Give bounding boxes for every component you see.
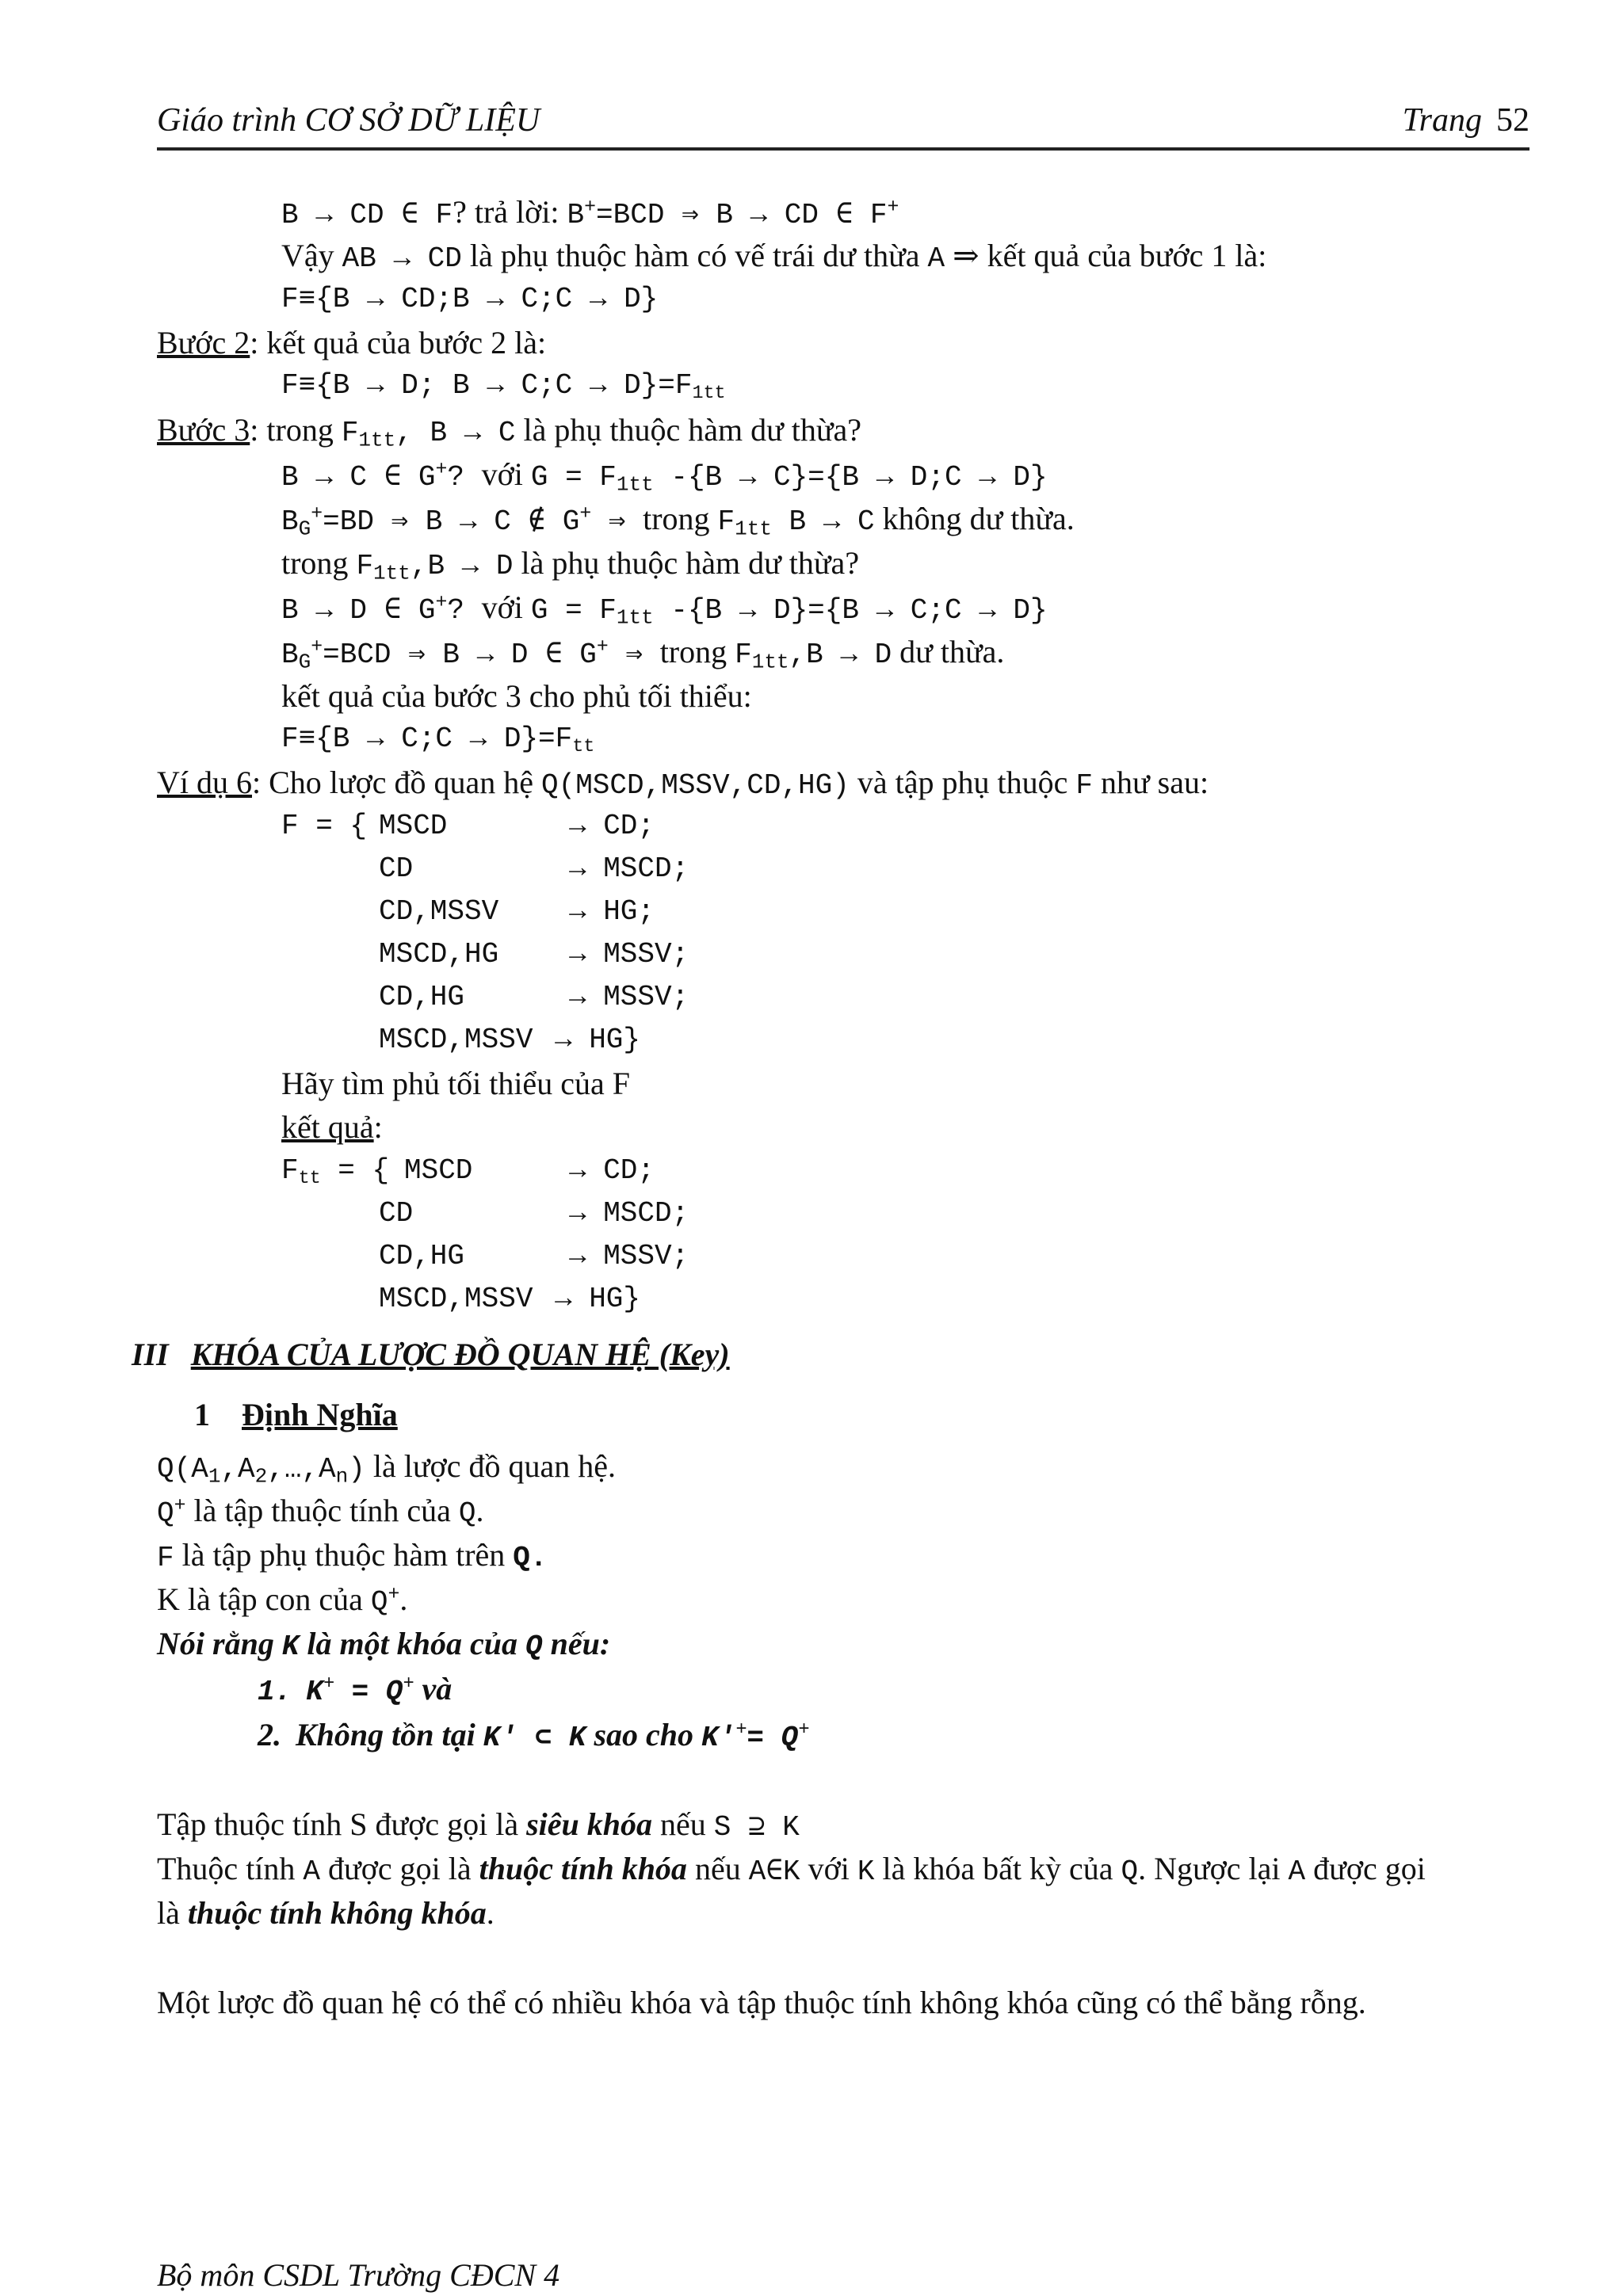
text: với xyxy=(481,456,531,492)
formula: F xyxy=(341,417,359,449)
text: : Cho lược đồ quan hệ xyxy=(252,765,541,800)
text: là tập thuộc tính của xyxy=(185,1493,459,1528)
subscript: tt xyxy=(298,1168,321,1189)
text: là khóa bất kỳ của xyxy=(874,1851,1121,1886)
check-question: ? trả lời: xyxy=(453,194,567,230)
formula: F xyxy=(281,1154,299,1187)
subscript: 1tt xyxy=(751,650,789,674)
formula: ⊂ xyxy=(517,1722,569,1754)
plus-sup: + xyxy=(584,196,597,219)
formula: Q. xyxy=(513,1542,548,1574)
text: . xyxy=(399,1581,408,1617)
text: : trong xyxy=(250,412,342,448)
term: thuộc tính khóa xyxy=(479,1851,687,1886)
example6-result-heading xyxy=(281,1109,383,1145)
formula: = Q xyxy=(334,1676,403,1708)
plus-sup: + xyxy=(579,502,592,525)
fd-ab-cd: AB → CD xyxy=(342,242,462,275)
formula: = Q xyxy=(747,1722,799,1754)
plus-sup: + xyxy=(435,591,448,614)
formula: G = F xyxy=(530,461,617,494)
formula: ? xyxy=(447,461,482,494)
plus-sup: + xyxy=(735,1718,747,1740)
formula: ,A xyxy=(220,1453,255,1486)
formula: A∈K xyxy=(748,1855,800,1888)
plus-sup: + xyxy=(311,502,323,525)
formula: -{B → D}={B → C;C → D} xyxy=(653,594,1048,627)
formula: =BCD ⇒ B → D ∈ G xyxy=(323,639,597,671)
formula: F xyxy=(735,639,752,671)
step3-line7: kết quả của bước 3 cho phủ tối thiểu: xyxy=(281,678,752,714)
plus-sup: + xyxy=(323,1672,334,1694)
fd-lhs: MSCD,HG xyxy=(379,938,499,971)
subscript: 1tt xyxy=(735,517,772,541)
step2-heading xyxy=(157,327,546,359)
fd-lhs: MSCD xyxy=(404,1154,473,1187)
plus-sup: + xyxy=(403,1672,414,1694)
subscript: n xyxy=(335,1464,349,1489)
example6-heading xyxy=(157,767,1209,800)
formula: ,B → D xyxy=(410,550,514,582)
text: không dư thừa. xyxy=(874,501,1075,536)
text: : kết quả của bước 2 là: xyxy=(250,325,547,360)
text: là tập phụ thuộc hàm trên xyxy=(174,1537,514,1573)
subscript: 1tt xyxy=(373,561,411,585)
formula: F≡{B → C;C → D}=F xyxy=(281,723,573,755)
text: nếu xyxy=(686,1851,749,1886)
section-heading xyxy=(132,1339,730,1371)
subscript: G xyxy=(298,517,311,541)
header-page-number: 52 xyxy=(1496,102,1529,139)
schema: Q(MSCD,MSSV,CD,HG) xyxy=(541,769,850,802)
text: ⇒ kết quả của bước 1 là: xyxy=(945,238,1267,273)
formula: K xyxy=(306,1676,323,1708)
fd-rhs: → HG} xyxy=(555,1024,641,1056)
key-definition xyxy=(157,1628,610,1661)
formula: K xyxy=(568,1722,586,1754)
subsection-heading xyxy=(194,1399,398,1431)
plus-sup: + xyxy=(887,196,899,219)
text: trong xyxy=(643,501,718,536)
formula: B xyxy=(281,639,299,671)
fd-rhs: → CD; xyxy=(569,1154,655,1187)
text: Tập thuộc tính S được gọi là xyxy=(157,1806,527,1842)
def-line1 xyxy=(157,1448,616,1489)
fd-rhs: → MSCD; xyxy=(569,852,689,885)
section-title: KHÓA CỦA LƯỢC ĐỒ QUAN HỆ (Key) xyxy=(190,1337,730,1372)
formula: -{B → C}={B → D;C → D} xyxy=(653,461,1048,494)
subscript: 1 xyxy=(208,1464,221,1489)
def-line2 xyxy=(157,1495,483,1528)
subscript: 1tt xyxy=(616,472,654,497)
step3-line6 xyxy=(281,636,1004,673)
text: là một khóa của xyxy=(299,1626,526,1661)
fd-lhs: CD xyxy=(379,1197,414,1230)
result-label: kết quả xyxy=(281,1109,374,1145)
fd-rhs: → MSSV; xyxy=(569,1240,689,1272)
formula: B → D ∈ G xyxy=(281,594,436,627)
non-key-attribute-definition xyxy=(157,1897,495,1929)
text: với xyxy=(800,1851,857,1886)
subscript: 1tt xyxy=(616,605,654,630)
text: được gọi xyxy=(1305,1851,1426,1886)
formula: = { xyxy=(320,1154,390,1187)
text: Thuộc tính xyxy=(157,1851,304,1886)
text: là xyxy=(157,1895,188,1931)
text: là phụ thuộc hàm có vế trái dư thừa xyxy=(461,238,928,273)
bplus-value: =BCD ⇒ B → CD ∈ F xyxy=(596,199,888,231)
formula: =BD ⇒ B → C ∉ G xyxy=(323,505,580,538)
fd-rhs: → HG; xyxy=(569,895,655,928)
text: là lược đồ quan hệ. xyxy=(365,1448,616,1484)
text: trong xyxy=(659,634,735,669)
fd-rhs: → CD; xyxy=(569,810,655,842)
formula: ⇒ xyxy=(608,639,660,671)
term: siêu khóa xyxy=(526,1806,653,1842)
text: sao cho xyxy=(586,1717,702,1753)
text: với xyxy=(481,589,531,625)
formula: A xyxy=(303,1855,321,1888)
formula: F xyxy=(1075,769,1093,802)
text: được gọi là xyxy=(320,1851,479,1886)
text: Nói rằng xyxy=(157,1626,282,1661)
text: K là tập con của xyxy=(157,1581,371,1617)
text: như sau: xyxy=(1092,765,1209,800)
def-line4 xyxy=(157,1581,408,1619)
section-number: III xyxy=(132,1337,169,1372)
formula: G = F xyxy=(530,594,617,627)
step3-line5 xyxy=(281,589,1048,630)
fd-rhs: → HG} xyxy=(555,1283,641,1315)
fd-rhs: → MSSV; xyxy=(569,938,689,971)
plus-sup: + xyxy=(388,1583,400,1606)
fd-set-prefix: F = { xyxy=(281,810,368,842)
formula: K' xyxy=(701,1722,736,1754)
fd-lhs: CD,HG xyxy=(379,981,465,1013)
superkey-definition xyxy=(157,1806,800,1844)
formula: ) xyxy=(348,1453,365,1486)
formula: B → C xyxy=(771,505,875,538)
list-number: 1. xyxy=(258,1676,292,1708)
formula: A xyxy=(1288,1855,1306,1888)
fd-rhs: → MSSV; xyxy=(569,981,689,1013)
subsection-number: 1 xyxy=(194,1397,210,1432)
ftt-prefix xyxy=(281,1154,390,1189)
step1-conclusion xyxy=(281,240,1266,273)
plus-sup: + xyxy=(596,635,609,658)
text: là phụ thuộc hàm dư thừa? xyxy=(515,412,862,448)
header-page xyxy=(1403,101,1529,139)
formula: F xyxy=(717,505,735,538)
fd-rhs: → MSCD; xyxy=(569,1197,689,1230)
formula: ⇒ xyxy=(591,505,643,538)
formula: , B → C xyxy=(395,417,516,449)
formula: Q xyxy=(525,1630,543,1663)
key-condition-2 xyxy=(258,1719,809,1753)
list-number: 2. xyxy=(258,1717,281,1753)
formula: B xyxy=(281,505,299,538)
header-page-label: Trang xyxy=(1402,102,1482,139)
example6-task: Hãy tìm phủ tối thiểu của F xyxy=(281,1066,630,1101)
step3-result xyxy=(281,725,594,757)
page-header xyxy=(157,95,1529,151)
step2-label: Bước 2 xyxy=(157,325,250,360)
step3-label: Bước 3 xyxy=(157,412,250,448)
subscript: 1tt xyxy=(358,428,396,452)
plus-sup: + xyxy=(311,635,323,658)
formula: ,…,A xyxy=(267,1453,336,1486)
formula: S ⊇ K xyxy=(713,1811,800,1844)
text: dư thừa. xyxy=(892,634,1005,669)
header-title: Giáo trình CƠ SỞ DỮ LIỆU xyxy=(157,102,540,139)
fd-lhs: MSCD,MSSV xyxy=(379,1283,533,1315)
plus-sup: + xyxy=(435,458,448,481)
formula: F xyxy=(157,1542,174,1574)
formula: K xyxy=(857,1855,875,1888)
key-condition-1 xyxy=(258,1673,452,1707)
plus-sup: + xyxy=(798,1718,810,1740)
fd-lhs: MSCD xyxy=(379,810,448,842)
formula: K' xyxy=(483,1722,517,1754)
subscript: G xyxy=(298,650,311,674)
text: trong xyxy=(281,545,357,581)
text: và xyxy=(414,1671,453,1707)
example-label: Ví dụ 6 xyxy=(157,765,252,800)
key-attribute-definition xyxy=(157,1853,1426,1886)
step1-check-line xyxy=(281,196,899,230)
step3-line2 xyxy=(281,456,1048,497)
attr-a: A xyxy=(927,242,945,275)
subscript: 2 xyxy=(254,1464,268,1489)
bplus: B xyxy=(567,199,585,231)
formula: Q xyxy=(1121,1855,1139,1888)
formula: ? xyxy=(447,594,482,627)
text: . Ngược lại xyxy=(1138,1851,1289,1886)
subscript: 1tt xyxy=(692,383,726,404)
formula: Q xyxy=(370,1586,388,1619)
text: nếu xyxy=(652,1806,714,1842)
fd-lhs: MSCD,MSSV xyxy=(379,1024,533,1056)
step3-line4 xyxy=(281,547,859,584)
formula: Q(A xyxy=(157,1453,208,1486)
page-footer: Bộ môn CSDL Trường CĐCN 4 xyxy=(157,2257,560,2293)
term: thuộc tính không khóa xyxy=(187,1895,487,1931)
step2-result xyxy=(281,369,726,404)
fd-lhs: CD xyxy=(379,852,414,885)
fd-lhs: CD,MSSV xyxy=(379,895,499,928)
step1-result: F≡{B → CD;B → C;C → D} xyxy=(281,283,659,315)
formula: ,B → D xyxy=(789,639,892,671)
formula: B → C ∈ G xyxy=(281,461,436,494)
formula: F xyxy=(356,550,374,582)
text: Không tồn tại xyxy=(296,1717,483,1753)
closing-paragraph: Một lược đồ quan hệ có thể có nhiều khóa và tập thuộc tính không khóa cũng có thể bằng rỗng. xyxy=(157,1985,1366,2020)
step3-line3 xyxy=(281,503,1075,540)
text: . xyxy=(475,1493,484,1528)
fd-lhs: CD,HG xyxy=(379,1240,465,1272)
formula: F≡{B → D; B → C;C → D}=F xyxy=(281,369,693,402)
text: : xyxy=(373,1109,383,1145)
subscript: tt xyxy=(572,736,595,757)
text: Vậy xyxy=(281,238,342,273)
check-expr: B → CD ∈ F xyxy=(281,199,453,231)
text: . xyxy=(486,1895,495,1931)
formula: Q xyxy=(458,1497,476,1530)
def-line3 xyxy=(157,1539,547,1573)
text: là phụ thuộc hàm dư thừa? xyxy=(513,545,860,581)
text: và tập phụ thuộc xyxy=(849,765,1076,800)
formula: K xyxy=(281,1630,300,1663)
formula: Q xyxy=(157,1497,174,1530)
step3-heading xyxy=(157,414,861,451)
plus-sup: + xyxy=(174,1494,186,1517)
text: nếu: xyxy=(542,1626,611,1661)
subsection-title: Định Nghĩa xyxy=(242,1397,398,1432)
